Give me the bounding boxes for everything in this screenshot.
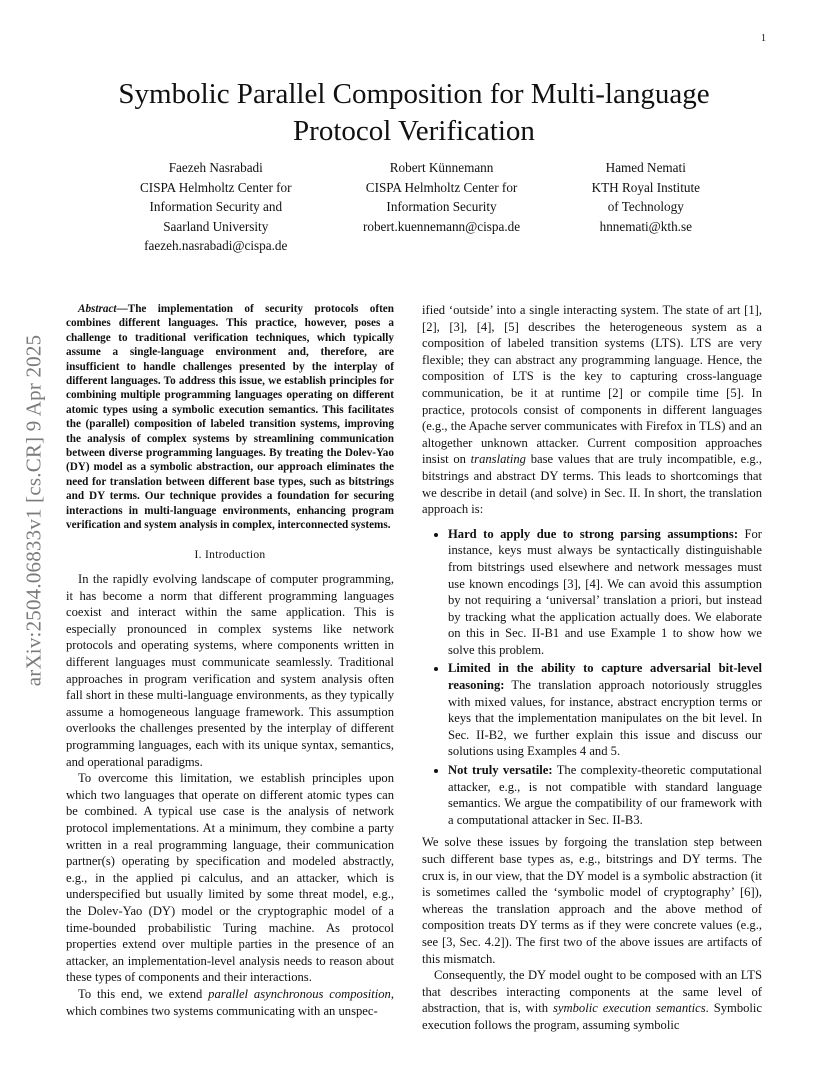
text-run: , which combines two systems communicating with an unspec- <box>66 986 394 1018</box>
right-paragraph-3 <box>422 967 762 1033</box>
author-email: hnnemati@kth.se <box>599 218 692 234</box>
issue-list <box>422 526 762 829</box>
arxiv-stamp <box>12 290 56 730</box>
author-2 <box>363 158 520 256</box>
author-email: robert.kuennemann@cispa.de <box>362 218 521 234</box>
author-1 <box>140 158 292 256</box>
list-item <box>448 526 762 659</box>
right-column <box>422 302 762 1034</box>
intro-paragraph-3 <box>66 986 394 1019</box>
title-line-2: Protocol Verification <box>293 115 535 147</box>
list-item-heading: Not truly versatile: <box>448 763 553 778</box>
right-paragraph-1 <box>422 302 762 518</box>
author-affiliation: CISPA Helmholtz Center for <box>140 179 292 195</box>
author-name: Hamed Nemati <box>605 160 686 175</box>
emphasis: symbolic execution semantics <box>553 1001 706 1016</box>
section-heading-introduction: I. Introduction <box>194 548 266 561</box>
text-run: base values that are truly incompatible, e.g., bitstrings and abstract DY terms. This leads to shortcomings that we describe in detail (and solve) in Sec. II. In short, the translation approach is: <box>422 452 762 517</box>
left-column <box>66 302 394 1019</box>
text-run: To this end, we extend <box>78 986 209 1001</box>
intro-paragraph-2: To overcome this limitation, we establish principles upon which two languages that operate on different atomic types can be combined. A typical use case is the analysis of network protocol implementations. At a minimum, they combine a party written in a real programming language, their communication partner(s) operating by specification and modeled abstractly, e.g., in the applied pi calculus, and an attacker, which is underspecified but usually limited by some threat model, e.g., the Dolev-Yao (DY) model or the cryptographic model of a time-bounded probabilistic Turing machine. As protocol properties extend over multiple parties in the presence of an attacker, an implementation-level analysis needs to reason about these types of components and their interactions. <box>66 771 394 985</box>
abstract-text: —The implementation of security protocols often combines different languages. This practice, however, poses a challenge to traditional verification techniques, which typically assume a single-language environment and, therefore, are insufficient to handle challenges presented by the interplay of different languages. To address this issue, we establish principles for combining multiple programming languages operating on different atomic types using a symbolic execution semantics. This facilitates the (parallel) composition of labeled transition systems, improving the analysis of complex systems by streamlining communication between diverse programming languages. By treating the Dolev-Yao (DY) model as a symbolic abstraction, our approach eliminates the need for translation between different base types, such as bitstrings and DY terms. Our technique provides a foundation for securing interactions in multi-language environments, enhancing program verification and system analysis in complex, interconnected systems. <box>66 303 394 532</box>
arxiv-identifier: arXiv:2504.06833v1 [cs.CR] 9 Apr 2025 <box>21 334 46 686</box>
author-email: faezeh.nasrabadi@cispa.de <box>144 238 288 253</box>
abstract <box>66 302 394 533</box>
author-3 <box>592 158 700 256</box>
author-name: Robert Künnemann <box>389 160 494 175</box>
author-affiliation: Information Security <box>386 199 497 214</box>
page-number: 1 <box>761 33 766 44</box>
list-item-heading: Hard to apply due to strong parsing assumptions: <box>448 526 739 541</box>
author-block <box>140 158 700 256</box>
text-run: . Symbolic execution follows the program, assuming symbolic <box>422 1001 763 1032</box>
right-paragraph-2: We solve these issues by forgoing the translation step between such different base types as, e.g., bitstrings and DY terms. The crux is, in our view, that the DY model is a symbolic abstraction (it is sometimes called the ‘symbolic model of cryptography’ [6]), whereas the translation approach and the above method of composition treats DY terms as if they were concrete values (e.g., see [3, Sec. 4.2]). The first two of the above issues are artifacts of this mismatch. <box>422 835 762 966</box>
author-name: Faezeh Nasrabadi <box>168 160 263 175</box>
paper-title <box>62 76 766 150</box>
intro-paragraph-1: In the rapidly evolving landscape of computer programming, it has become a norm that different programming languages coexist and interact within the same application. This is especially pronounced in complex systems like network protocols and operating systems, where components written in different languages must communicate seamlessly. Traditional approaches in program verification and system analysis often fall short in these multi-language environments, as they typically assume a homogeneous language framework. This assumption overlooks the challenges presented by the interplay of different programming languages, each with its unique syntax, semantics, and operational paradigms. <box>66 572 394 769</box>
emphasis: parallel asynchronous composition <box>208 986 391 1001</box>
author-affiliation: KTH Royal Institute <box>591 179 700 195</box>
list-item-text: The translation approach notoriously struggles with mixed values, for instance, abstract encryption terms or keys that the implementation manipulates on the bit level. In Sec. II-B2, we further explain this issue and discuss our solutions using Examples 4 and 5. <box>448 678 762 759</box>
author-affiliation: Saarland University <box>163 218 269 234</box>
list-item-text: For instance, keys must always be syntactically distinguishable from bitstrings used elsewhere and network messages must use known encodings [3], [4]. We can avoid this assumption by not requiring a ‘universal’ translation a priori, but instead by tracking what the application actually does. We elaborate on this in Sec. II-B1 and use Example 1 to show how we solve this problem. <box>448 526 762 657</box>
author-affiliation: Information Security and <box>149 199 283 214</box>
author-affiliation: CISPA Helmholtz Center for <box>365 179 518 195</box>
list-item-heading: Limited in the ability to capture adversarial bit-level reasoning: <box>448 661 762 693</box>
list-item <box>448 762 762 828</box>
text-run: Consequently, the DY model ought to be composed with an LTS that describes interacting components at the same level of abstraction, that is, with <box>422 968 762 1016</box>
list-item-text: The complexity-theoretic computational attacker, e.g., is not compatible with standard language semantics. We argue the compatibility of our framework with a computational attacker in Sec. II-B3. <box>448 763 763 827</box>
list-item <box>448 660 762 760</box>
abstract-label: Abstract <box>78 303 117 315</box>
text-run: ified ‘outside’ into a single interacting system. The state of art [1], [2], [3], [4], [5] describes the heterogeneous system as a composition of labeled transition systems (LTS). LTS are very flexible; they can abstract any programming language. Hence, the composition of LTS is the key to capturing cross-language communication, be it at runtime [2] or compile time [5]. In practice, protocols consist of components in different languages (e.g., the Apache server communicates with Firefox in TLS) and an altogether unknown attacker. Current composition approaches insist on <box>422 303 762 467</box>
author-affiliation: of Technology <box>607 199 684 214</box>
emphasis: translating <box>470 452 526 467</box>
title-line-1: Symbolic Parallel Composition for Multi-language <box>118 78 710 110</box>
